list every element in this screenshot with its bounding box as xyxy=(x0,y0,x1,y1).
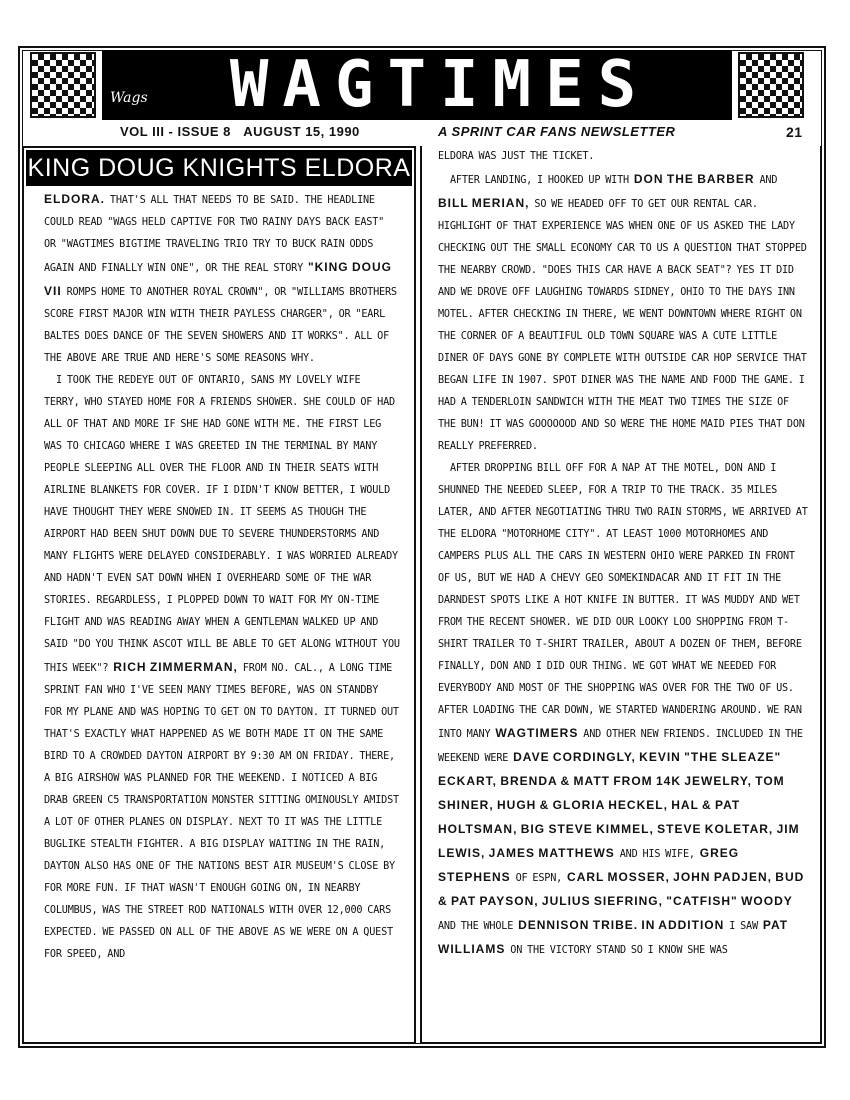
emphasized-name: "KING DOUG VII xyxy=(44,260,392,298)
article-paragraph xyxy=(438,146,810,168)
article-paragraph xyxy=(44,370,400,966)
emphasized-name: BILL MERIAN, xyxy=(438,196,530,210)
body-text: THAT'S ALL THAT NEEDS TO BE SAID. THE HEADLINE COULD READ "WAGS HELD CAPTIVE FOR TWO RAINY DAYS BACK EAST" OR "WAGTIMES BIGTIME TRAVELING TRIO TRY TO BUCK RAIN ODDS AGAIN AND FINALLY WIN ONE", OR THE REAL STORY xyxy=(44,195,385,274)
emphasized-name: CARL MOSSER, JOHN PADJEN, BUD & PAT PAYSON, JULIUS SIEFRING, "CATFISH" WOODY xyxy=(438,870,805,908)
body-text: ON THE VICTORY STAND SO I KNOW SHE WAS xyxy=(505,945,728,956)
issue-date: AUGUST 15, 1990 xyxy=(243,124,360,139)
body-text: AND HIS WIFE, xyxy=(614,849,700,860)
body-text: ROMPS HOME TO ANOTHER ROYAL CROWN", OR "WILLIAMS BROTHERS SCORE FIRST MAJOR WIN WITH THEIR PAYLESS CHARGER", OR "EARL BALTES DOES DANCE OF THE SEVEN SHOWERS AND IT WORKS". ALL OF THE ABOVE ARE TRUE AND HERE'S SOME REASONS WHY. xyxy=(44,287,397,364)
body-text: SO WE HEADED OFF TO GET OUR RENTAL CAR. HIGHLIGHT OF THAT EXPERIENCE WAS WHEN ONE OF US ASKED THE LADY CHECKING OUT THE SMALL ECONOMY CAR TO US A QUESTION THAT STOPPED THE NEARBY CROWD. "DOES THIS CAR HAVE A BACK SEAT"? YES IT DID AND WE DROVE OFF LAUGHING TOWARDS SIDNEY, OHIO TO THE DAYS INN MOTEL. AFTER CHECKING IN THERE, WE WENT DOWNTOWN WHERE RIGHT ON THE CORNER OF A BEAUTIFUL OLD TOWN SQUARE WAS A CUTE LITTLE DINER OF DAYS GONE BY COMPLETE WITH OUTSIDE CAR HOP SERVICE THAT BEGAN LIFE IN 1907. SPOT DINER WAS THE NAME AND FOOD THE GAME. I HAD A TENDERLOIN SANDWICH WITH THE MEAT TWO TIMES THE SIZE OF THE BUN! IT WAS GOOOOOOD AND SO WERE THE HOME MAID PIES THAT DON REALLY PREFERRED. xyxy=(438,199,807,452)
emphasized-name: WAGTIMERS xyxy=(495,726,579,740)
article-paragraph xyxy=(44,188,400,370)
body-text: AND THE WHOLE xyxy=(438,921,519,932)
body-text: AND OTHER NEW FRIENDS. INCLUDED IN THE WEEKEND WERE xyxy=(438,729,803,764)
emphasized-name: DAVE CORDINGLY, KEVIN "THE SLEAZE" ECKART, BRENDA & MATT FROM 14K JEWELRY, TOM SHINER, HUGH & GLORIA HECKEL, HAL & PAT HOLTSMAN, BIG STEVE KIMMEL, STEVE KOLETAR, JIM LEWIS, JAMES MATTHEWS xyxy=(438,750,800,860)
body-text: I SAW xyxy=(724,921,763,932)
article-paragraph xyxy=(438,458,810,962)
body-text: OF ESPN, xyxy=(510,873,568,884)
body-text: AFTER LANDING, I HOOKED UP WITH xyxy=(450,175,634,186)
article-body-left xyxy=(44,188,400,966)
article-paragraph xyxy=(438,168,810,458)
checkered-flag-left-icon xyxy=(30,52,96,118)
masthead-signature: Wags xyxy=(110,90,148,106)
volume-label: VOL III - ISSUE 8 xyxy=(120,124,231,139)
body-text: ELDORA WAS JUST THE TICKET. xyxy=(438,151,595,162)
body-text: FROM NO. CAL., A LONG TIME SPRINT FAN WHO I'VE SEEN MANY TIMES BEFORE, WAS ON STANDBY FOR MY PLANE AND WAS HOPING TO GET ON TO DAYTON. IT TURNED OUT THAT'S EXACTLY WHAT HAPPENED AS WE BOTH MADE IT ON THE SAME BIRD TO A CROWDED DAYTON AIRPORT BY 9:30 AM ON FRIDAY. THERE, A BIG AIRSHOW WAS PLANNED FOR THE WEEKEND. I NOTICED A BIG DRAB GREEN C5 TRANSPORTATION MONSTER SITTING OMINOUSLY AMIDST A LOT OF OTHER PLANES ON DISPLAY. NEXT TO IT WAS THE LITTLE BUGLIKE STEALTH FIGHTER. A BIG DISPLAY WAITING IN THE RAIN, DAYTON ALSO HAS ONE OF THE NATIONS BEST AIR MUSEUM'S CLOSE BY FOR MORE FUN. IF THAT WASN'T ENOUGH GOING ON, IN NEARBY COLUMBUS, WAS THE STREET ROD NATIONALS WITH OVER 12,000 CARS EXPECTED. WE PASSED ON ALL OF THE ABOVE AS WE WERE ON A QUEST FOR SPEED, AND xyxy=(44,663,399,960)
article-headline: KING DOUG KNIGHTS ELDORA xyxy=(26,150,412,186)
body-text: AFTER DROPPING BILL OFF FOR A NAP AT THE MOTEL, DON AND I SHUNNED THE NEEDED SLEEP, FOR A TRIP TO THE TRACK. 35 MILES LATER, AND AFTER NEGOTIATING THRU TWO RAIN STORMS, WE ARRIVED AT THE ELDORA "MOTORHOME CITY". AT LEAST 1000 MOTORHOMES AND CAMPERS PLUS ALL THE CARS IN WESTERN OHIO WERE PARKED IN FRONT OF US, BUT WE HAD A CHEVY GEO SOMEKINDACAR AND IT FIT IN THE DARNDEST SPOTS LIKE A HOT KNIFE IN BUTTER. IT WAS MUDDY AND WET FROM THE RECENT SHOWER. WE DID OUR LOOKY LOO SHOPPING FROM T-SHIRT TRAILER TO T-SHIRT TRAILER, ABOUT A DOZEN OF THEM, BEFORE FINALLY, DON AND I DID OUR THING. WE GOT WHAT WE NEEDED FOR EVERYBODY AND MOST OF THE SHOPPING WAS OVER FOR THE TWO OF US. AFTER LOADING THE CAR DOWN, WE STARTED WANDERING AROUND. WE RAN INTO MANY xyxy=(438,463,808,740)
masthead-title: WAGTIMES xyxy=(229,48,651,122)
checkered-flag-right-icon xyxy=(738,52,804,118)
body-text: AND xyxy=(754,175,778,186)
body-text: I TOOK THE REDEYE OUT OF ONTARIO, SANS MY LOVELY WIFE TERRY, WHO STAYED HOME FOR A FRIENDS SHOWER. SHE COULD OF HAD ALL OF THAT AND MORE IF SHE HAD GONE WITH ME. THE FIRST LEG WAS TO CHICAGO WHERE I WAS GREETED IN THE TERMINAL BY MANY PEOPLE SLEEPING ALL OVER THE FLOOR AND IN THEIR SEATS WITH AIRLINE BLANKETS FOR COVER. IF I DIDN'T KNOW BETTER, I WOULD HAVE THOUGHT THEY WERE SNOWED IN. IT SEEMS AS THOUGH THE AIRPORT HAD BEEN SHUT DOWN DUE TO SEVERE THUNDERSTORMS AND MANY FLIGHTS WERE DELAYED CONSIDERABLY. I WAS WORRIED ALREADY AND HADN'T EVEN SAT DOWN WHEN I OVERHEARD SOME OF THE WAR STORIES. REGARDLESS, I PLOPPED DOWN TO WAIT FOR MY ON-TIME FLIGHT AND WAS READING AWAY WHEN A GENTLEMAN WALKED UP AND SAID "DO YOU THINK ASCOT WILL BE ABLE TO GET ALONG WITHOUT YOU THIS WEEK"? xyxy=(44,375,400,674)
emphasized-name: ELDORA. xyxy=(44,192,105,206)
article-body-right xyxy=(438,146,810,962)
issue-info xyxy=(120,124,360,139)
emphasized-name: DON THE BARBER xyxy=(633,172,755,186)
emphasized-name: DENNISON TRIBE. IN ADDITION xyxy=(518,918,725,932)
emphasized-name: PAT WILLIAMS xyxy=(438,918,789,956)
page-number: 21 xyxy=(786,124,803,140)
emphasized-name: GREG STEPHENS xyxy=(438,846,740,884)
newsletter-tagline: A SPRINT CAR FANS NEWSLETTER xyxy=(438,124,676,139)
emphasized-name: RICH ZIMMERMAN, xyxy=(113,660,238,674)
